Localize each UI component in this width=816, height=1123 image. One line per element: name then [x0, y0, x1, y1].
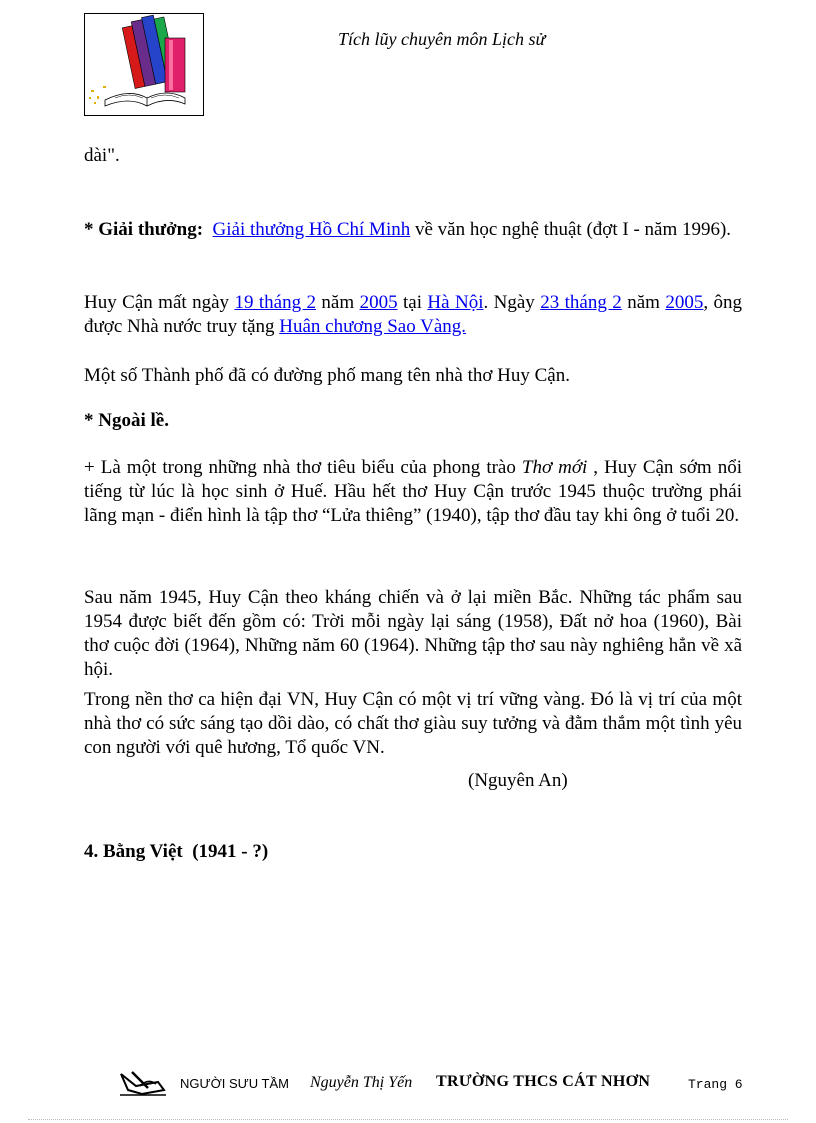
collector-label: NGƯỜI SƯU TẦM [180, 1076, 289, 1091]
death-text-1: Huy Cận mất ngày [84, 292, 235, 313]
continuation-text: dài". [84, 145, 120, 166]
aside-text-1: + Là một trong những nhà thơ tiêu biểu của phong trào [84, 457, 522, 478]
tho-moi-italic: Thơ mới [521, 457, 588, 478]
aside-text-2: , Huy Cận sớm nổi tiếng từ lúc là học sinh ở Huế. Hầu hết thơ Huy Cận trước 1945 thuộc trường phái lãng mạn - điển hình là tập thơ “Lửa thiêng” (1940), tập thơ đầu tay khi ông ở tuổi 20. [84, 457, 742, 526]
award-text: về văn học nghệ thuật (đợt I - năm 1996). [410, 219, 732, 240]
school-name: TRƯỜNG THCS CÁT NHƠN [436, 1073, 651, 1090]
death-text-3: tại [397, 292, 428, 313]
page-footer [118, 1068, 758, 1102]
death-text-2: năm [316, 292, 360, 313]
year-link-2005[interactable]: 2005 [359, 292, 398, 313]
page-number: Trang 6 [688, 1077, 743, 1092]
award-label: * Giải thưởng: [84, 219, 204, 240]
position-paragraph: Trong nền thơ ca hiện đại VN, Huy Cận có một vị trí vững vàng. Đó là vị trí của một nhà thơ có sức sáng tạo dồi dào, có chất thơ giàu suy tưởng và đằm thắm một tình yêu con người với quê hương, Tổ quốc VN. [84, 689, 742, 758]
death-text-6: , ông được Nhà nước truy tặng [84, 292, 743, 337]
aside-heading: * Ngoài lề. [84, 410, 169, 431]
pen-hand-icon [118, 1068, 168, 1103]
section-heading: 4. Bằng Việt (1941 - ?) [84, 841, 269, 862]
death-text-5: năm [621, 292, 666, 313]
award-paragraph [84, 218, 742, 242]
medal-link[interactable]: Huân chương Sao Vàng. [279, 316, 467, 337]
header-title: Tích lũy chuyên môn Lịch sử [338, 29, 546, 49]
aside-paragraph [84, 456, 742, 528]
footer-divider [28, 1119, 788, 1120]
date-link-19-feb[interactable]: 19 tháng 2 [234, 292, 316, 313]
death-paragraph [84, 291, 742, 339]
city-link-ha-noi[interactable]: Hà Nội [427, 292, 484, 313]
date-link-23-feb[interactable]: 23 tháng 2 [540, 292, 622, 313]
collector-name: Nguyễn Thị Yến [310, 1074, 413, 1091]
year-link-2005-b[interactable]: 2005 [665, 292, 704, 313]
streets-paragraph: Một số Thành phố đã có đường phố mang tên nhà thơ Huy Cận. [84, 365, 570, 386]
death-text-4: . Ngày [483, 292, 541, 313]
after-1945-paragraph: Sau năm 1945, Huy Cận theo kháng chiến và ở lại miền Bắc. Những tác phẩm sau 1954 được biết đến gồm có: Trời mỗi ngày lại sáng (1958), Đất nở hoa (1960), Bài thơ cuộc đời (1964), Những năm 60 (1964). Những tập thơ sau này nghiêng hẳn về xã hội. [84, 587, 742, 680]
award-link[interactable]: Giải thưởng Hồ Chí Minh [212, 219, 411, 240]
attribution: (Nguyên An) [468, 770, 568, 791]
books-icon [84, 13, 204, 116]
